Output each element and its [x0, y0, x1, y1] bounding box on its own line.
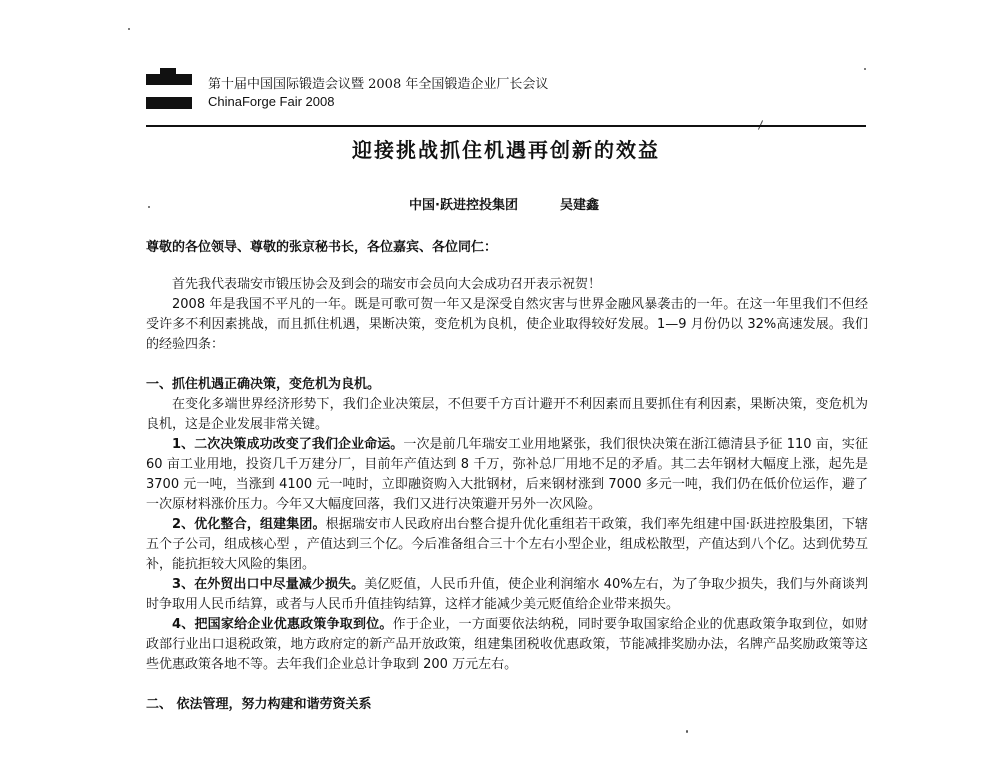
- paragraph-point-1: [146, 435, 868, 515]
- scan-speck: [148, 206, 150, 208]
- document-body: [146, 275, 868, 715]
- document-title: 迎接挑战抓住机遇再创新的效益: [352, 138, 660, 162]
- greeting: 尊敬的各位领导、尊敬的张京秘书长，各位嘉宾、各位同仁：: [146, 240, 498, 255]
- point-1-lead: 1、二次决策成功改变了我们企业命运。: [172, 437, 404, 452]
- forge-logo-icon: [146, 70, 192, 110]
- author-organization: 中国·跃进控投集团: [409, 198, 518, 213]
- conference-english-name: ChinaForge Fair 2008: [208, 94, 335, 109]
- point-2-lead: 2、优化整合，组建集团。: [172, 517, 326, 532]
- conference-name: 第十届中国国际锻造会议暨 2008 年全国锻造企业厂长会议: [208, 77, 549, 92]
- paragraph-section-1-intro: 在变化多端世界经济形势下，我们企业决策层，不但要千方百计避开不利因素而且要抓住有利因素，果断决策，变危机为良机，这是企业发展非常关键。: [146, 397, 868, 432]
- point-4-lead: 4、把国家给企业优惠政策争取到位。: [172, 617, 393, 632]
- point-3-text: 美亿贬值，人民币升值，使企业利润缩水 40%左右，为了争取少损失，我们与外商谈判时争取用人民币结算，或者与人民币升值挂钩结算，这样才能减少美元贬值给企业带来损失。: [146, 577, 869, 612]
- section-heading-1: 一、抓住机遇正确决策，变危机为良机。: [146, 377, 381, 392]
- paragraph-congratulations: 首先我代表瑞安市锻压协会及到会的瑞安市会员向大会成功召开表示祝贺！: [172, 277, 602, 292]
- header-divider: [146, 125, 866, 127]
- paragraph-overview: 2008 年是我国不平凡的一年。既是可歌可贺一年又是深受自然灾害与世界金融风暴袭击的一年。在这一年里我们不但经受许多不利因素挑战，而且抓住机遇，果断决策，变危机为良机，使企业取得较好发展。1—9 月份仍以 32%高速发展。我们的经验四条：: [146, 297, 868, 352]
- point-4-text: 作于企业，一方面要依法纳税，同时要争取国家给企业的优惠政策争取到位，如财政部行业出口退税政策，地方政府定的新产品开放政策，组建集团税收优惠政策，节能减排奖励办法，名牌产品奖励政策等这些优惠政策各地不等。去年我们企业总计争取到 200 万元左右。: [146, 617, 868, 672]
- paragraph-point-2: [146, 515, 868, 575]
- scan-speck: [686, 730, 688, 733]
- paragraph-point-4: [146, 615, 868, 675]
- paragraph-point-3: [146, 575, 868, 615]
- author-name: 吴建鑫: [559, 198, 599, 213]
- point-1-text: 一次是前几年瑞安工业用地紧张，我们很快决策在浙江德清县予征 110 亩，实征 60 亩工业用地，投资几千万建分厂，目前年产值达到 8 千万，弥补总厂用地不足的矛盾。其二去年钢材大幅度上涨，起先是 3700 元一吨，当涨到 4100 元一吨时，立即融资购入大批钢材，后来钢材涨到 7000 多元一吨，我们仍在低价位运作，避了一次原材料涨价压力。今年又大幅度回落，我们又进行决策避开另外一次风险。: [146, 437, 869, 512]
- author-line: [409, 194, 599, 213]
- point-3-lead: 3、在外贸出口中尽量减少损失。: [172, 577, 365, 592]
- section-heading-2: 二、 依法管理，努力构建和谐劳资关系: [146, 697, 372, 712]
- scan-speck: [864, 68, 866, 70]
- point-2-text: 根据瑞安市人民政府出台整合提升优化重组若干政策，我们率先组建中国·跃进控股集团，下辖五个子公司，组成核心型 ，产值达到三个亿。今后准备组合三十个左右小型企业，组成松散型，产值达到八个亿。达到优势互补，能抗拒较大风险的集团。: [146, 517, 868, 572]
- scan-speck: [128, 28, 130, 30]
